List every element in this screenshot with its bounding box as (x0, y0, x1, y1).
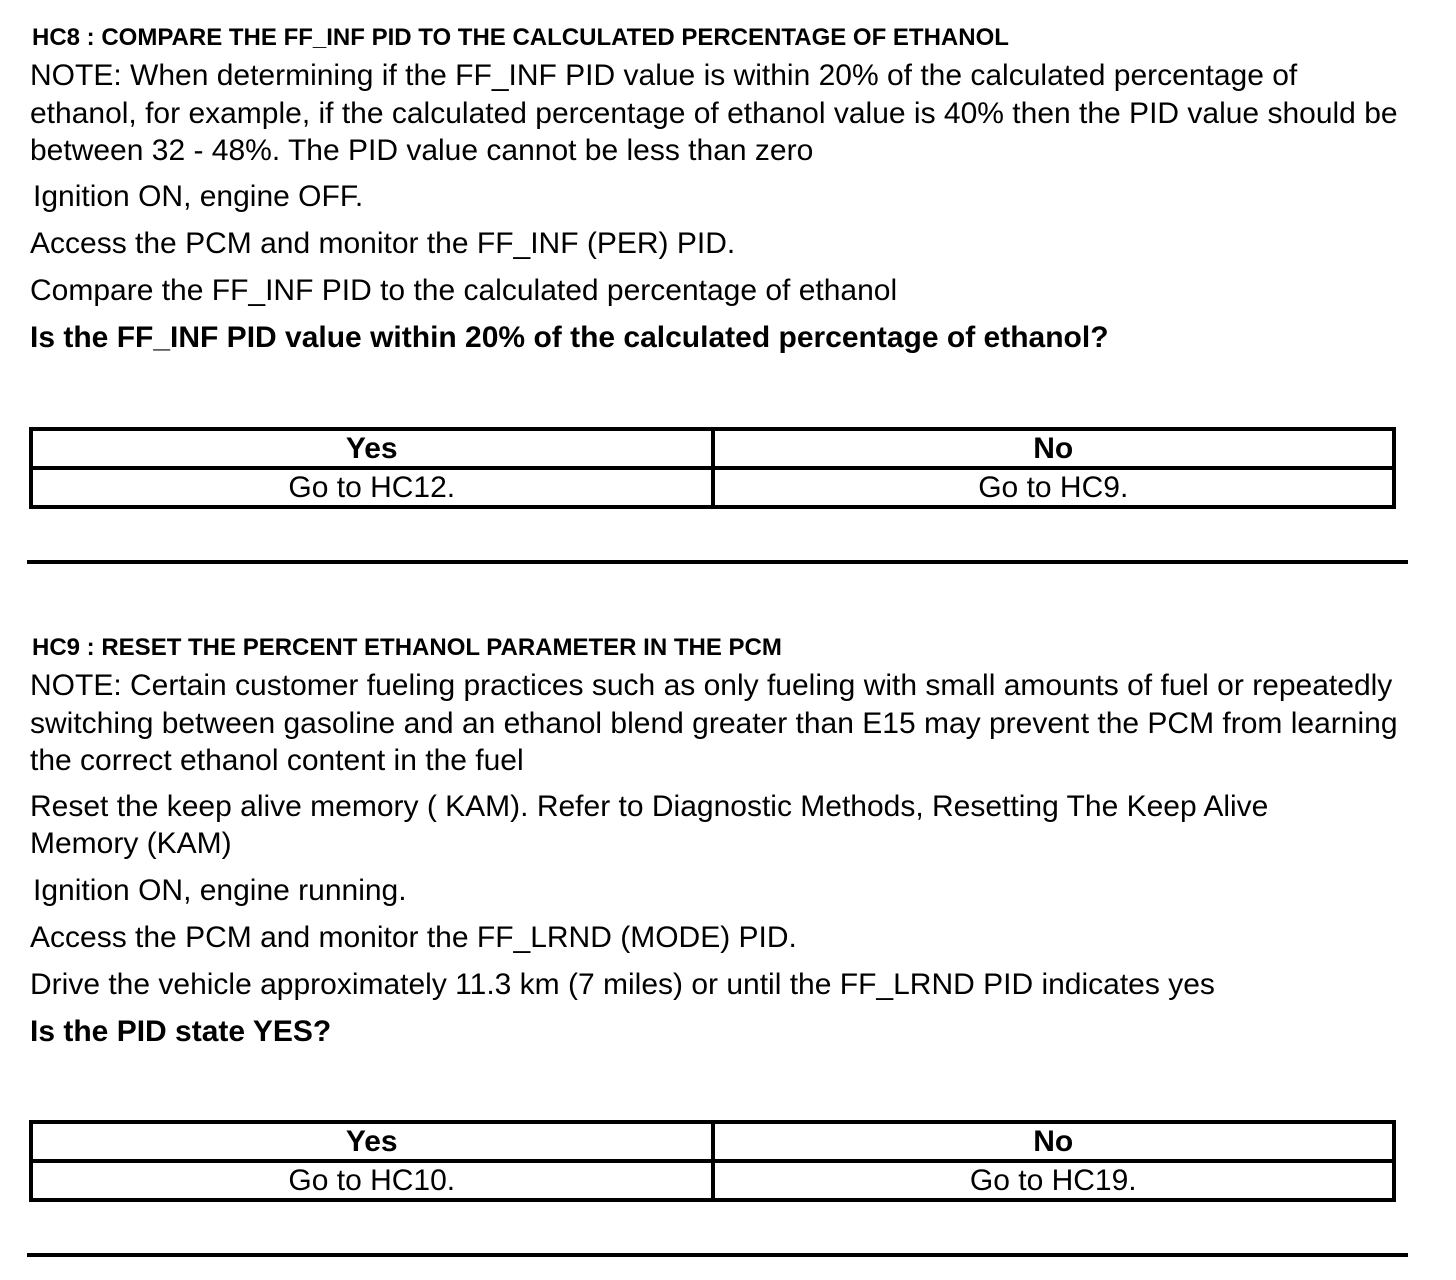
instruction-compare: Compare the FF_INF PID to the calculated percentage of ethanol (30, 273, 898, 307)
no-action: Go to HC19. (713, 1161, 1395, 1200)
instruction-reset-kam: Reset the keep alive memory ( KAM). Refer to Diagnostic Methods, Resetting The Keep Alive Memory (KAM) (30, 789, 1269, 860)
yes-action: Go to HC12. (31, 468, 713, 507)
step-hc8 (30, 22, 1410, 357)
step-hc9 (30, 632, 1410, 1051)
no-header: No (713, 429, 1395, 468)
section-divider (27, 1253, 1408, 1257)
step-note: NOTE: When determining if the FF_INF PID value is within 20% of the calculated percentage of ethanol, for example, if the calculated percentage of ethanol value is 40% then the PID value should be between 32 - 48%. The PID value cannot be less than zero (30, 59, 1398, 167)
step-question: Is the PID state YES? (30, 1014, 332, 1048)
yes-action: Go to HC10. (31, 1161, 713, 1200)
step-heading: HC8 : COMPARE THE FF_INF PID TO THE CALCULATED PERCENTAGE OF ETHANOL (32, 24, 1009, 51)
yes-header: Yes (31, 429, 713, 468)
instruction-ignition: Ignition ON, engine running. (33, 873, 407, 907)
step-note: NOTE: Certain customer fueling practices such as only fueling with small amounts of fuel or repeatedly switching between gasoline and an ethanol blend greater than E15 may prevent the PCM from learning the correct ethanol content in the fuel (30, 669, 1398, 777)
section-divider (27, 560, 1408, 564)
no-header: No (713, 1122, 1395, 1161)
yes-header: Yes (31, 1122, 713, 1161)
instruction-monitor-pid: Access the PCM and monitor the FF_LRND (MODE) PID. (30, 920, 797, 954)
instruction-monitor-pid: Access the PCM and monitor the FF_INF (PER) PID. (30, 226, 736, 260)
answer-table (29, 427, 1396, 509)
instruction-ignition: Ignition ON, engine OFF. (33, 179, 364, 213)
step-heading: HC9 : RESET THE PERCENT ETHANOL PARAMETER IN THE PCM (32, 634, 782, 661)
no-action: Go to HC9. (713, 468, 1395, 507)
step-question: Is the FF_INF PID value within 20% of the calculated percentage of ethanol? (30, 320, 1109, 354)
instruction-drive: Drive the vehicle approximately 11.3 km (7 miles) or until the FF_LRND PID indicates yes (30, 967, 1215, 1001)
answer-table (29, 1120, 1396, 1202)
